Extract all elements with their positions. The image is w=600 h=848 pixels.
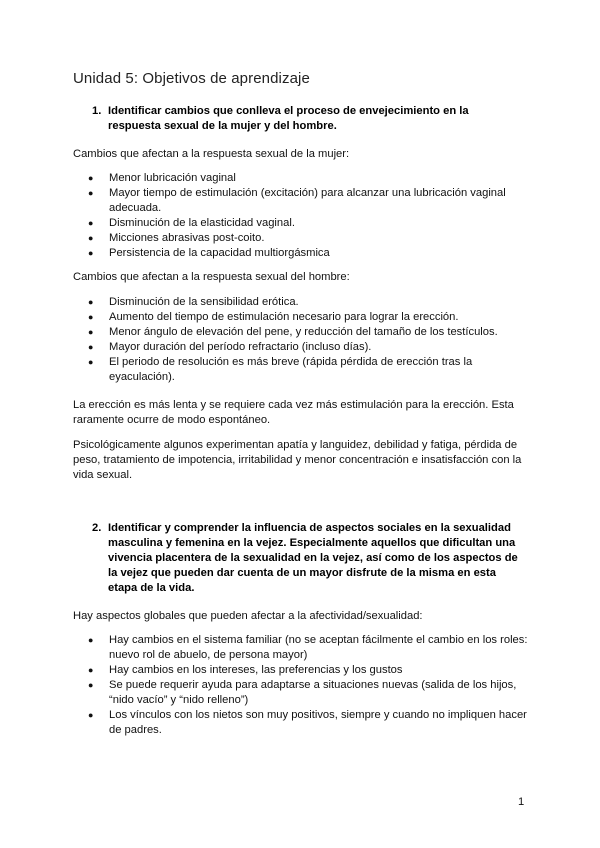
bullet-icon: ● [88, 248, 94, 258]
list-item: ● Se puede requerir ayuda para adaptarse a situaciones nuevas (salida de los hijos, “nido vacío” y “nido relleno”) [88, 679, 517, 706]
list-item: ● Menor ángulo de elevación del pene, y reducción del tamaño de los testículos. [88, 326, 498, 338]
social-aspects-list [73, 633, 533, 738]
section-2-heading [92, 521, 522, 596]
bullet-icon: ● [88, 327, 94, 337]
section-1-number: 1. [92, 105, 102, 117]
bullet-icon: ● [88, 342, 94, 352]
page-title: Unidad 5: Objetivos de aprendizaje [73, 70, 310, 87]
paragraph-erection: La erección es más lenta y se requiere cada vez más estimulación para la erección. Esta raramente ocurre de modo espontáneo. [73, 399, 514, 426]
bullet-icon: ● [88, 635, 94, 645]
bullet-icon: ● [88, 188, 94, 198]
women-list [73, 171, 533, 261]
list-item: ● Menor lubricación vaginal [88, 172, 236, 184]
men-list [73, 295, 533, 385]
bullet-icon: ● [88, 297, 94, 307]
page-number: 1 [518, 796, 525, 808]
section-2-intro: Hay aspectos globales que pueden afectar a la afectividad/sexualidad: [73, 610, 423, 622]
list-item: ● Aumento del tiempo de estimulación necesario para lograr la erección. [88, 311, 459, 323]
section-1-heading [92, 104, 522, 134]
list-item: ● El periodo de resolución es más breve (rápida pérdida de erección tras la eyaculación). [88, 356, 473, 383]
bullet-icon: ● [88, 233, 94, 243]
men-intro: Cambios que afectan a la respuesta sexual del hombre: [73, 271, 350, 283]
list-item: ● Micciones abrasivas post-coito. [88, 232, 265, 244]
section-2-heading-text: Identificar y comprender la influencia de aspectos sociales en la sexualidad masculina y femenina en la vejez. Especialmente aquellos que dificultan una vivencia placentera de la sexualidad en la vejez, así como de los aspectos de la vejez que pueden dar cuenta de un mayor disfrute de la misma en esta etapa de la vida. [108, 522, 518, 594]
bullet-icon: ● [88, 173, 94, 183]
list-item: ● Los vínculos con los nietos son muy positivos, siempre y cuando no impliquen hacer de padres. [88, 709, 527, 736]
bullet-icon: ● [88, 665, 94, 675]
section-1-heading-text: Identificar cambios que conlleva el proceso de envejecimiento en la respuesta sexual de la mujer y del hombre. [108, 105, 469, 132]
paragraph-psychological: Psicológicamente algunos experimentan apatía y languidez, debilidad y fatiga, pérdida de peso, tratamiento de impotencia, irritabilidad y menor concentración e insatisfacción con la vida sexual. [73, 439, 522, 481]
list-item: ● Persistencia de la capacidad multiorgásmica [88, 247, 330, 259]
women-intro: Cambios que afectan a la respuesta sexual de la mujer: [73, 148, 350, 160]
bullet-icon: ● [88, 312, 94, 322]
bullet-icon: ● [88, 357, 94, 367]
list-item: ● Disminución de la elasticidad vaginal. [88, 217, 295, 229]
list-item: ● Hay cambios en el sistema familiar (no se aceptan fácilmente el cambio en los roles: nuevo rol de abuelo, de persona mayor) [88, 634, 528, 661]
bullet-icon: ● [88, 710, 94, 720]
bullet-icon: ● [88, 218, 94, 228]
list-item: ● Disminución de la sensibilidad erótica. [88, 296, 299, 308]
list-item: ● Mayor tiempo de estimulación (excitación) para alcanzar una lubricación vaginal adecuada. [88, 187, 506, 214]
bullet-icon: ● [88, 680, 94, 690]
list-item: ● Hay cambios en los intereses, las preferencias y los gustos [88, 664, 403, 676]
section-2-number: 2. [92, 522, 102, 534]
list-item: ● Mayor duración del período refractario (incluso días). [88, 341, 372, 353]
